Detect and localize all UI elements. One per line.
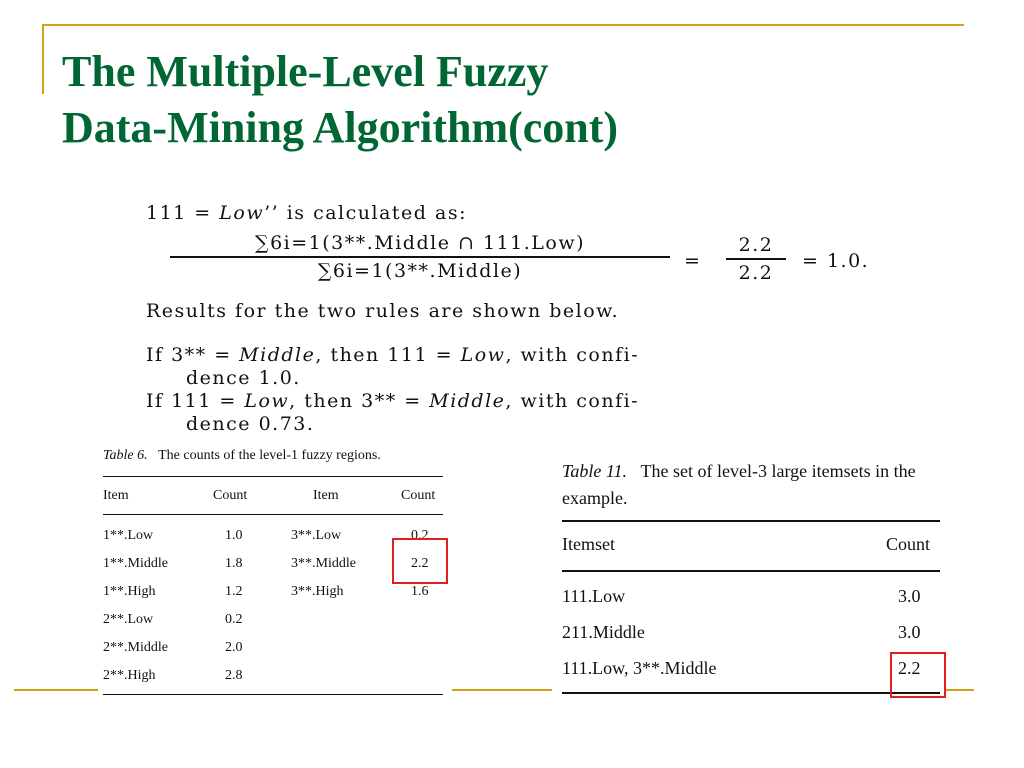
table-11-header: Count [886,534,931,554]
table-6-cell: 2.0 [225,640,243,655]
table-6-cell: 1**.Middle [103,556,168,571]
rule2-line1: If 111 = Low, then 3** = Middle, with confi- [146,390,640,412]
table-6-caption: Table 6. The counts of the level-1 fuzzy regions. [103,448,381,463]
fraction-value: 2.2 2.2 [726,234,786,284]
fraction-denominator: ∑6i=1(3**.Middle) [317,260,523,282]
table-6-cell: 2**.High [103,668,156,683]
table-6-cell: 2**.Middle [103,640,168,655]
table-11-cell: 111.Low, 3**.Middle [562,658,717,678]
fraction-result: = 1.0. [802,250,870,272]
table-6-cell: 2**.Low [103,612,154,627]
table-6 [103,448,445,683]
fraction-equals: = [684,250,702,272]
slide-title-line1: The Multiple-Level Fuzzy [62,47,549,96]
results-line: Results for the two rules are shown below. [146,300,620,322]
table-6-bottom-rule [103,694,443,695]
table-6-cell: 1.0 [225,528,243,543]
table-6-cell: 1**.High [103,584,156,599]
slide-bottom-rule-middle [452,689,552,691]
table-11-header: Itemset [562,534,615,554]
table-11-cell: 2.2 [898,658,921,678]
table-11-cell: 211.Middle [562,622,645,642]
table-11-cell: 3.0 [898,586,921,606]
table-11-caption: Table 11. The set of level-3 large itemsets in the example. [562,461,916,508]
table-6-cell: 1.6 [411,584,429,599]
table-6-cell: 3**.Low [291,528,342,543]
slide-title [62,44,962,156]
slide-bottom-rule-right [946,689,974,691]
table-6-cell: 3**.Middle [291,556,356,571]
table-11-header-rule [562,570,940,572]
table-11 [562,458,940,678]
table-11-cell: 3.0 [898,622,921,642]
table-11-cell: 111.Low [562,586,626,606]
slide-left-rule [42,24,44,94]
formula-intro-line: 111 = Low’’ is calculated as: [146,202,467,224]
table-6-header: Count [401,488,436,503]
table-6-cell: 0.2 [225,612,243,627]
fraction-numerator: ∑6i=1(3**.Middle ∩ 111.Low) [255,232,585,254]
table-6-header: Item [103,488,129,503]
fraction-main [170,232,670,282]
rule1-line2: dence 1.0. [186,367,301,389]
slide-top-rule [42,24,964,26]
table-6-cell: 1**.Low [103,528,154,543]
rule2-line2: dence 0.73. [186,413,315,435]
fraction-bar [170,256,670,258]
table-6-header: Item [313,488,339,503]
table-6-top-rule [103,476,443,477]
table-11-top-rule [562,520,940,522]
table-6-cell: 2.8 [225,668,243,683]
slide-bottom-rule-left [14,689,98,691]
table-6-cell: 1.8 [225,556,243,571]
table-11-bottom-rule [562,692,940,694]
table-6-cell: 3**.High [291,584,344,599]
table-6-cell: 2.2 [411,556,429,571]
table-6-header-rule [103,514,443,515]
rule1-line1: If 3** = Middle, then 111 = Low, with confi- [146,344,640,366]
table-11-highlight-box [890,652,946,698]
table-6-highlight-box [392,538,448,584]
table-6-header: Count [213,488,248,503]
table-6-cell: 1.2 [225,584,243,599]
table-6-cell: 0.2 [411,528,429,543]
slide-title-line2: Data-Mining Algorithm(cont) [62,103,619,152]
